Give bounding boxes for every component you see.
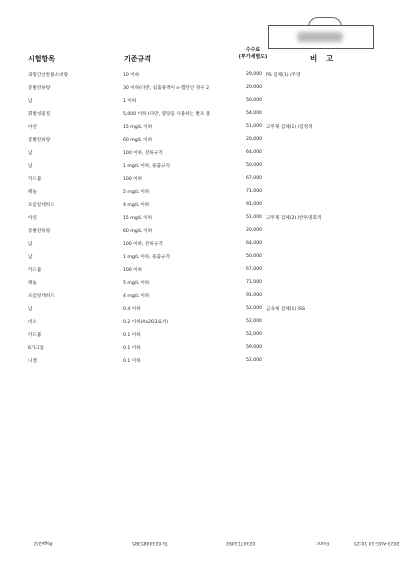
table-row — [0, 161, 402, 174]
footer-from-label: From: — [316, 540, 329, 545]
header-fee-line2: (부가세별도) — [238, 54, 268, 60]
fee-cell: 71,000 — [246, 280, 263, 285]
test-item-cell: 비소 — [28, 320, 37, 325]
standard-cell: 0.1 이하 — [123, 346, 141, 351]
table-row — [0, 148, 402, 161]
fee-cell: 64,000 — [246, 241, 263, 246]
standard-cell: 1 mg/L 이하, 용출규격 — [123, 164, 170, 169]
standard-cell: 5 mg/L 이하 — [123, 281, 150, 286]
fee-cell: 50,000 — [246, 163, 263, 168]
fee-cell: 51,000 — [246, 124, 263, 129]
fee-cell: 54,000 — [246, 111, 263, 116]
test-item-cell: 증발잔류량 — [28, 138, 51, 143]
fee-cell: 20,000 — [246, 137, 263, 142]
fee-cell: 67,000 — [246, 267, 263, 272]
test-item-cell: 카드뮴 — [28, 268, 42, 273]
fee-cell: 50,000 — [246, 254, 263, 259]
fee-cell: 52,000 — [246, 358, 263, 363]
standard-cell: 10 이하 — [123, 73, 140, 78]
standard-cell: 100 이하, 잔류규격 — [123, 151, 163, 156]
fee-cell: 67,000 — [246, 176, 263, 181]
fee-cell: 52,000 — [246, 332, 263, 337]
fee-cell: 20,000 — [246, 85, 263, 90]
fee-cell: 91,000 — [246, 293, 263, 298]
fee-cell: 91,000 — [246, 202, 263, 207]
table-row — [0, 96, 402, 109]
test-item-cell: 페놀 — [28, 281, 37, 286]
fee-cell: 52,000 — [246, 319, 263, 324]
standard-cell: 0.4 이하 — [123, 307, 141, 312]
note-cell: 고무제 검체(1) /검정색 — [266, 125, 313, 130]
standard-cell: 1 mg/L 이하, 용출규격 — [123, 255, 170, 260]
fee-cell: 51,000 — [246, 215, 263, 220]
footer-page: Page2/2 — [34, 540, 53, 545]
test-item-cell: 납 — [28, 307, 33, 312]
table-row — [0, 317, 402, 330]
note-cell: 고무제 검체(2) /반투명회색 — [266, 216, 322, 221]
note-cell: PS 검체(1) /주영 — [266, 73, 301, 78]
standard-cell: 0.1 이하 — [123, 359, 141, 364]
header-fee-line1: 수수료 — [245, 47, 261, 53]
fee-cell: 64,000 — [246, 150, 263, 155]
header-standard: 기준규격 — [124, 55, 152, 63]
redacted-box — [268, 25, 374, 49]
fee-cell: 52,000 — [246, 306, 263, 311]
header-test-item: 시험항목 — [28, 55, 56, 63]
table-row — [0, 265, 402, 278]
blurred-text — [297, 32, 343, 42]
standard-cell: 0.1 이하 — [123, 333, 141, 338]
standard-cell: 4 mg/L 이하 — [123, 203, 150, 208]
standard-cell: 15 mg/L 이하 — [123, 125, 153, 130]
standard-cell: 60 mg/L 이하 — [123, 138, 153, 143]
table-row — [0, 109, 402, 122]
test-item-cell: 납 — [28, 99, 33, 104]
test-item-cell: 과망간산칼륨소비량 — [28, 73, 68, 78]
test-item-cell: 증발잔류량 — [28, 86, 51, 91]
table-row — [0, 343, 402, 356]
table-row — [0, 70, 402, 83]
table-row — [0, 330, 402, 343]
test-item-cell: 니켈 — [28, 359, 37, 364]
footer-to: To:0234485385 — [132, 540, 168, 545]
standard-cell: 100 이하, 잔류규격 — [123, 242, 163, 247]
standard-cell: 15 mg/L 이하 — [123, 216, 153, 221]
table-row — [0, 291, 402, 304]
table-row — [0, 135, 402, 148]
footer-from-number: 0234713492 — [226, 540, 256, 545]
table-row — [0, 226, 402, 239]
standard-cell: 100 이하 — [123, 177, 143, 182]
test-table — [0, 70, 402, 369]
fee-cell: 20,000 — [246, 228, 263, 233]
table-row — [0, 278, 402, 291]
table-row — [0, 239, 402, 252]
table-row — [0, 122, 402, 135]
standard-cell: 30 이하(다만, 침출용액이 n-헵탄인 경우 2 — [123, 86, 210, 91]
test-item-cell: 납 — [28, 164, 33, 169]
test-item-cell: 6가크롬 — [28, 346, 45, 351]
header-fee — [228, 47, 278, 61]
test-item-cell: 납 — [28, 242, 33, 247]
fee-cell: 59,000 — [246, 345, 263, 350]
test-item-cell: 포름알데히드 — [28, 294, 55, 299]
footer-datetime: 2023-AUG-14 10:25 — [354, 540, 400, 545]
fee-cell: 71,000 — [246, 189, 263, 194]
table-row — [0, 174, 402, 187]
test-item-cell: 납 — [28, 255, 33, 260]
table-row — [0, 304, 402, 317]
test-item-cell: 증발잔류량 — [28, 229, 51, 234]
test-item-cell: 휘발성물질 — [28, 112, 51, 117]
table-row — [0, 200, 402, 213]
table-row — [0, 187, 402, 200]
fee-cell: 29,000 — [246, 72, 263, 77]
test-item-cell: 납 — [28, 151, 33, 156]
header-note: 비 고 — [310, 54, 337, 63]
standard-cell: 0.2 이하(As2O3로서) — [123, 320, 169, 325]
standard-cell: 5 mg/L 이하 — [123, 190, 150, 195]
test-item-cell: 아연 — [28, 125, 37, 130]
test-item-cell: 포름알데히드 — [28, 203, 55, 208]
table-row — [0, 252, 402, 265]
note-cell: 금속제 검체(1) /SS — [266, 307, 305, 312]
test-item-cell: 페놀 — [28, 190, 37, 195]
standard-cell: 4 mg/L 이하 — [123, 294, 150, 299]
standard-cell: 100 이하 — [123, 268, 143, 273]
fax-footer — [20, 540, 400, 550]
standard-cell: 5,000 이하 (다만, 열탕을 사용하는 발포 폴 — [123, 112, 211, 117]
test-item-cell: 아연 — [28, 216, 37, 221]
table-row — [0, 213, 402, 226]
standard-cell: 60 mg/L 이하 — [123, 229, 153, 234]
standard-cell: 1 이하 — [123, 99, 137, 104]
test-item-cell: 카드뮴 — [28, 177, 42, 182]
table-row — [0, 83, 402, 96]
table-row — [0, 356, 402, 369]
fee-cell: 50,000 — [246, 98, 263, 103]
test-item-cell: 카드뮴 — [28, 333, 42, 338]
